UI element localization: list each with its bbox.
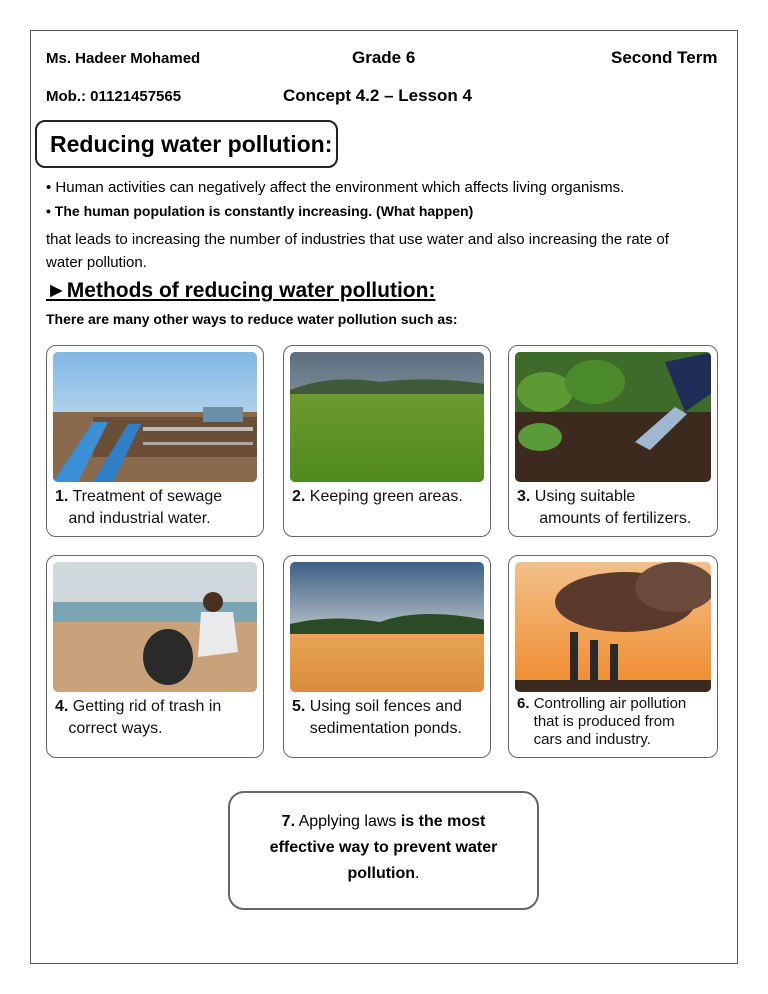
factory-smoke-image (515, 562, 711, 692)
paragraph-industries-line1: that leads to increasing the number of industries that use water and also increasing the rate of (46, 231, 669, 248)
method-caption-1: 1. Treatment of sewage and industrial water. (55, 488, 223, 527)
term-label: Second Term (611, 48, 718, 67)
method-card-green (283, 345, 491, 537)
fertilizer-image (515, 352, 711, 482)
law-callout-box: 7. Applying laws is the most effective way to prevent water pollution. (228, 791, 539, 910)
method-card-fertilizer (508, 345, 718, 537)
sedimentation-pond-image (290, 562, 484, 692)
page-title: Reducing water pollution: (50, 131, 333, 157)
paragraph-human-activities: • Human activities can negatively affect the environment which affects living organisms. (46, 179, 625, 196)
concept-lesson: Concept 4.2 – Lesson 4 (283, 86, 472, 105)
green-field-image (290, 352, 484, 482)
teacher-name: Ms. Hadeer Mohamed (46, 50, 201, 67)
method-card-air-pollution (508, 555, 718, 758)
method-caption-5: 5. Using soil fences and sedimentation ponds. (292, 698, 462, 737)
beach-cleanup-image (53, 562, 257, 692)
method-caption-4: 4. Getting rid of trash in correct ways. (55, 698, 222, 737)
method-card-sewage (46, 345, 264, 537)
sewage-treatment-image (53, 352, 257, 482)
method-caption-6: 6. Controlling air pollution that is produced from cars and industry. (517, 695, 687, 748)
methods-intro: There are many other ways to reduce water pollution such as: (46, 311, 458, 327)
methods-heading: ►Methods of reducing water pollution: (46, 279, 436, 302)
paragraph-industries-line2: water pollution. (46, 254, 147, 271)
title-box (35, 120, 338, 168)
grade-label: Grade 6 (352, 48, 416, 67)
method-caption-2: 2. Keeping green areas. (292, 488, 463, 505)
method-card-trash (46, 555, 264, 758)
paragraph-population: • The human population is constantly increasing. (What happen) (46, 203, 474, 219)
mobile-number: Mob.: 01121457565 (46, 88, 182, 105)
method-card-sedimentation (283, 555, 491, 758)
method-caption-3: 3. Using suitable amounts of fertilizers. (517, 488, 692, 527)
